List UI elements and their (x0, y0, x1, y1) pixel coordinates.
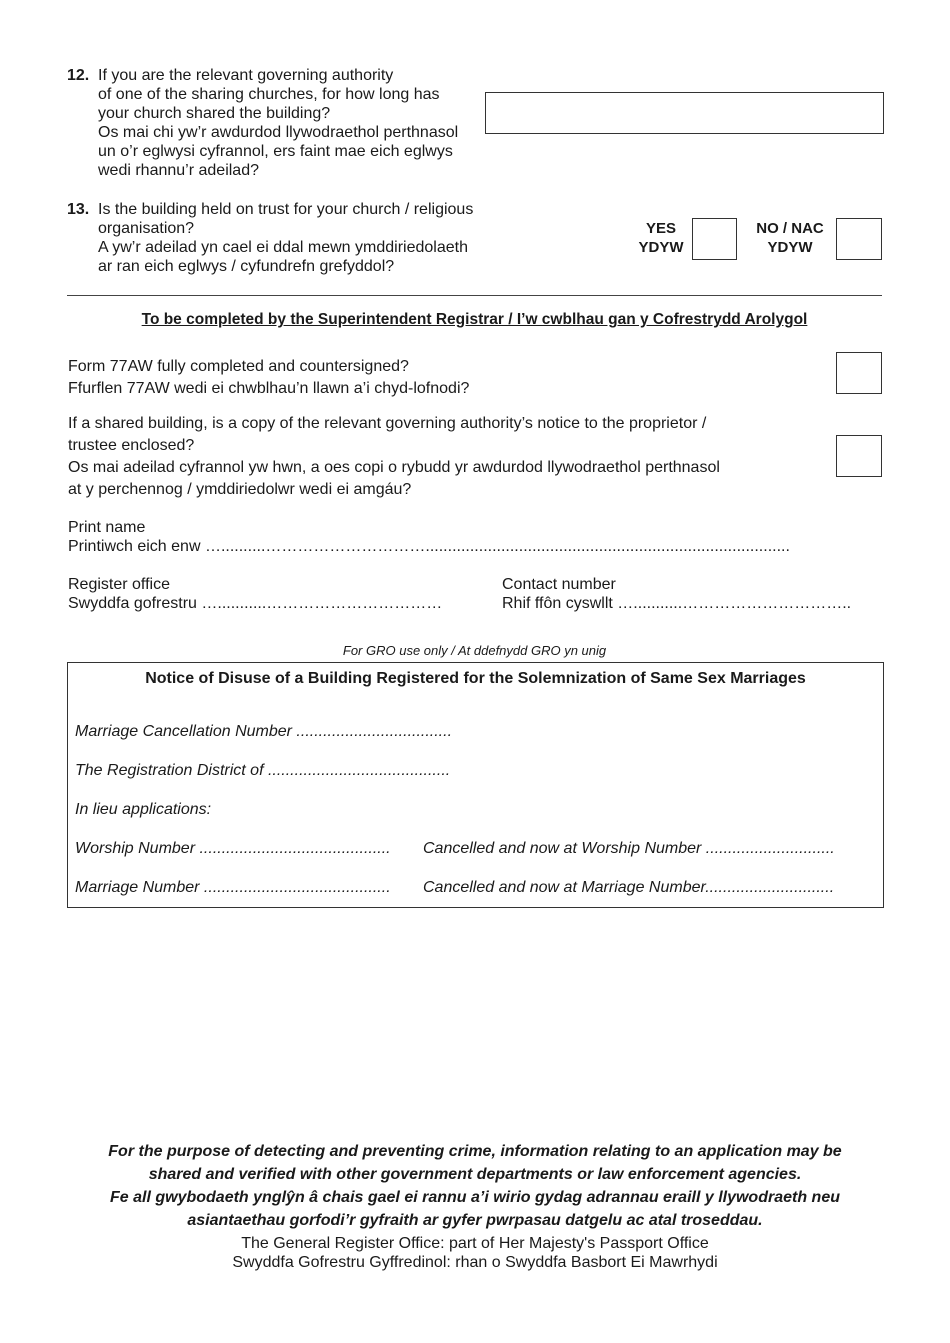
form-77aw-checkbox[interactable] (836, 352, 882, 394)
no-label (745, 219, 835, 257)
register-office-field[interactable] (68, 575, 442, 613)
question-13-line: ar ran eich eglwys / cyfundrefn grefyddol? (98, 258, 395, 275)
crime-notice-line: shared and verified with other government departments or law enforcement agencies. (148, 1166, 802, 1183)
gro-title: Notice of Disuse of a Building Registered for the Solemnization of Same Sex Marriages (145, 670, 806, 687)
question-12-number: 12. (67, 67, 90, 84)
check-shared-notice (68, 413, 720, 501)
print-name-field[interactable] (68, 518, 790, 556)
marriage-number: Marriage Number .......................................... (75, 879, 391, 896)
contact-number-field[interactable] (502, 575, 851, 613)
gro-box (67, 662, 884, 908)
question-13-line: Is the building held on trust for your church / religious (98, 201, 474, 218)
shared-notice-checkbox[interactable] (836, 435, 882, 477)
worship-number-row[interactable] (75, 840, 835, 858)
org-line-en: The General Register Office: part of Her Majesty's Passport Office (241, 1235, 709, 1252)
check-form-77aw (68, 356, 469, 400)
print-name-label: Print name (68, 519, 146, 536)
check-form-77aw-cy: Ffurflen 77AW wedi ei chwblhau’n llawn a’i chyd-lofnodi? (68, 380, 470, 397)
contact-number-label: Contact number (502, 576, 616, 593)
question-13-line: A yw’r adeilad yn cael ei ddal mewn ymddiriedolaeth (98, 239, 468, 256)
gro-use-note: For GRO use only / At ddefnydd GRO yn unig (342, 643, 607, 658)
registrar-heading: To be completed by the Superintendent Registrar / I’w cwblhau gan y Cofrestrydd Arolygol (141, 311, 808, 328)
check-shared-notice-line: at y perchennog / ymddiriedolwr wedi ei amgáu? (68, 481, 412, 498)
no-checkbox[interactable] (836, 218, 882, 260)
worship-number: Worship Number ........................................... (75, 840, 391, 857)
check-shared-notice-line: If a shared building, is a copy of the relevant governing authority’s notice to the proprietor / (68, 415, 707, 432)
organisation-footer (40, 1234, 910, 1272)
crime-prevention-notice (40, 1140, 910, 1232)
register-office-label: Register office (68, 576, 170, 593)
worship-number-cancelled: Cancelled and now at Worship Number ............................. (423, 840, 835, 857)
check-shared-notice-line: Os mai adeilad cyfrannol yw hwn, a oes copi o rybudd yr awdurdod llywodraethol perthnasol (68, 459, 720, 476)
marriage-number-row[interactable] (75, 879, 835, 897)
crime-notice-line: For the purpose of detecting and preventing crime, information relating to an application may be (108, 1143, 842, 1160)
print-name-line: Printiwch eich enw …..........………………………….................................................................................. (68, 538, 790, 555)
question-12-line: Os mai chi yw’r awdurdod llywodraethol perthnasol (98, 124, 459, 141)
marriage-cancellation-number[interactable]: Marriage Cancellation Number ................................... (75, 723, 453, 740)
question-13-line: organisation? (98, 220, 195, 237)
no-label-en: NO / NAC (756, 220, 824, 237)
question-12-line: your church shared the building? (98, 105, 331, 122)
in-lieu-label: In lieu applications: (75, 801, 212, 818)
check-shared-notice-line: trustee enclosed? (68, 437, 195, 454)
question-12-line: un o’r eglwysi cyfrannol, ers faint mae eich eglwys (98, 143, 453, 160)
register-office-line: Swyddfa gofrestru …...........…………………………… (68, 595, 443, 612)
question-12-line: wedi rhannu’r adeilad? (98, 162, 259, 179)
contact-number-line: Rhif ffôn cyswllt …...........………………………….. (502, 595, 852, 612)
crime-notice-line: asiantaethau gorfodi’r gyfraith ar gyfer pwrpasau datgelu ac atal troseddau. (187, 1212, 763, 1229)
crime-notice-line: Fe all gwybodaeth ynglŷn â chais gael ei rannu a’i wirio gydag adrannau eraill y llywodraeth neu (110, 1189, 840, 1206)
section-divider (67, 295, 882, 296)
no-label-cy: YDYW (767, 239, 813, 256)
question-12-line: of one of the sharing churches, for how long has (98, 86, 440, 103)
shared-duration-field[interactable] (485, 92, 884, 134)
marriage-number-cancelled: Cancelled and now at Marriage Number............................. (423, 879, 835, 896)
yes-label (626, 219, 696, 257)
yes-label-cy: YDYW (638, 239, 684, 256)
question-12-line: If you are the relevant governing authority (98, 67, 394, 84)
yes-checkbox[interactable] (692, 218, 737, 260)
check-form-77aw-en: Form 77AW fully completed and countersigned? (68, 358, 409, 375)
yes-label-en: YES (645, 220, 676, 237)
question-13-number: 13. (67, 201, 90, 218)
registration-district[interactable]: The Registration District of ......................................... (75, 762, 451, 779)
org-line-cy: Swyddfa Gofrestru Gyffredinol: rhan o Swyddfa Basbort Ei Mawrhydi (232, 1254, 718, 1271)
